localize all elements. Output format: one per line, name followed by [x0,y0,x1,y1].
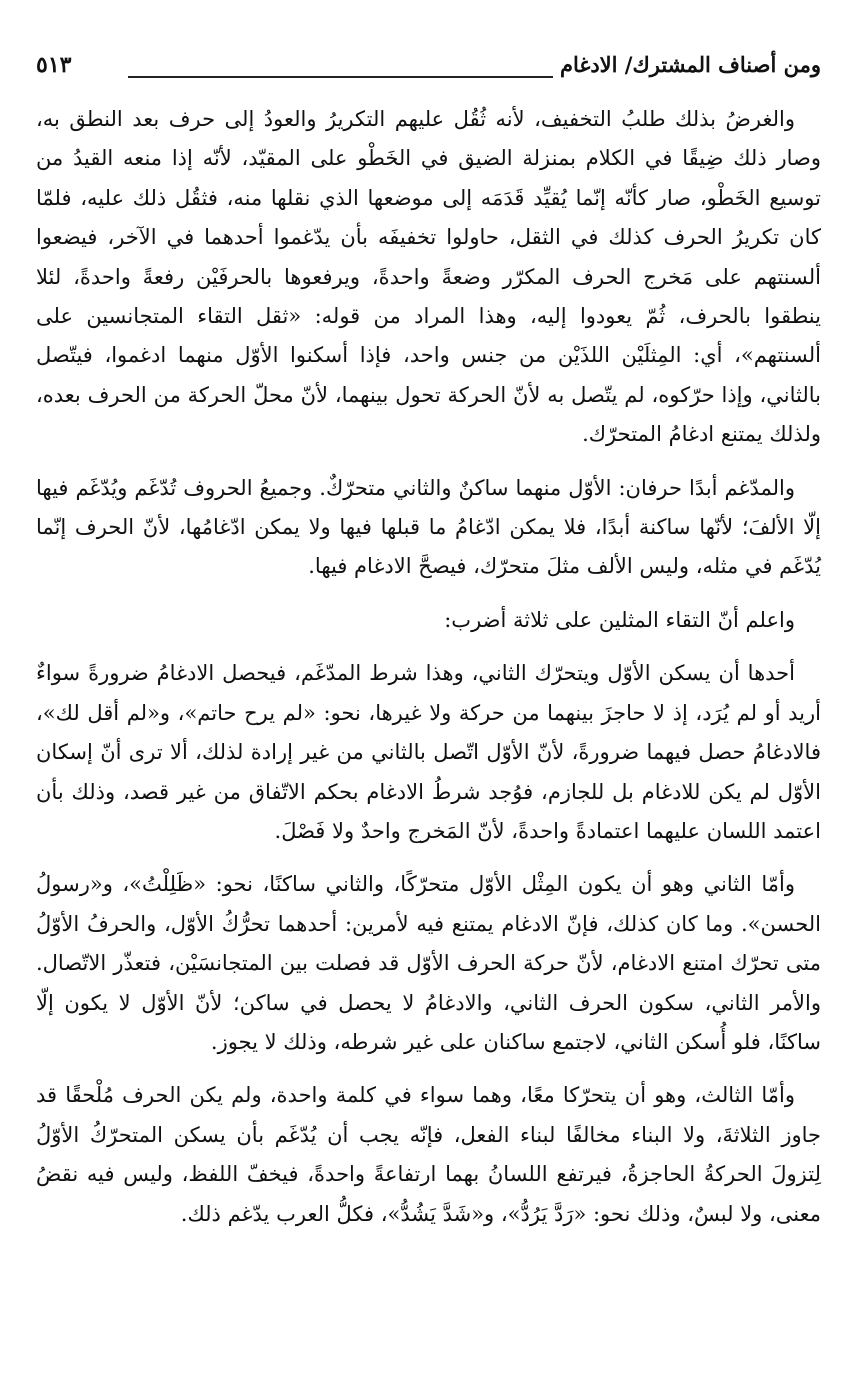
paragraph-5: وأمّا الثاني وهو أن يكون المِثْل الأوّل متحرّكًا، والثاني ساكنًا، نحو: «ظَلِلْتُ»، و«رسولُ الحسن». وما كان كذلك، فإنّ الادغام يمتنع فيه لأمرين: أحدهما تحرُّكُ الأوّل، والحرفُ الأوّلُ متى تحرّك امتنع الادغام، لأنّ حركة الحرف الأوّل قد فصلت بين المتجانسَيْن، فتعذّر الاتّصال. والأمر الثاني، سكون الحرف الثاني، والادغامُ لا يحصل في ساكن؛ لأنّ الأوّل لا يكون إلّا ساكنًا، فلو أُسكن الثاني، لاجتمع ساكنان على غير شرطه، وذلك لا يجوز. [36,872,821,1054]
running-header [36,52,821,92]
header-title: ومن أصناف المشترك/ الادغام [559,52,821,77]
page-number: ٥١٣ [36,52,72,78]
body-text [36,100,821,1234]
header-rule [128,76,553,78]
paragraph-1: والغرضُ بذلك طلبُ التخفيف، لأنه ثُقُل عليهم التكريرُ والعودُ إلى حرف بعد النطق به، وصار ذلك ضِيقًا في الكلام بمنزلة الضيق في الخَطْو على المقيّد، لأنّه إذا منعه القيدُ من توسيع الخَطْو، صار كأنّه إنّما يُقيِّد قَدَمَه إلى موضعها الذي نقلها منه، فثقُل ذلك عليه، فلمّا كان تكريرُ الحرف كذلك في الثقل، حاولوا تخفيفَه بأن يدّغموا أحدهما في الآخر، فيضعوا ألسنتهم على مَخرج الحرف المكرّر وضعةً واحدةً، ويرفعوها بالحرفَيْن رفعةً واحدةً، لئلا ينطقوا بالحرف، ثُمّ يعودوا إليه، وهذا المراد من قوله: «ثقل التقاء المتجانسين على ألسنتهم»، أي: المِثلَيْن اللذَيْن من جنس واحد، فإذا أسكنوا الأوّل منهما ادغموا، فيتّصل بالثاني، وإذا حرّكوه، لم يتّصل به لأنّ الحركة تحول بينهما، لأنّ محلّ الحركة من الحرف بعده، ولذلك يمتنع ادغامُ المتحرّك. [36,107,821,447]
paragraph-6: وأمّا الثالث، وهو أن يتحرّكا معًا، وهما سواء في كلمة واحدة، ولم يكن الحرف مُلْحقًا قد جاوز الثلاثةَ، ولا البناء مخالفًا لبناء الفعل، فإنّه يجب أن يُدّغَم بأن يسكن المتحرّكُ الأوّلُ لِتزولَ الحركةُ الحاجزةُ، فيرتفع اللسانُ بهما ارتفاعةً واحدةً، فيخفّ اللفظ، وليس فيه نقضُ معنى، ولا لبسٌ، وذلك نحو: «رَدَّ يَرُدُّ»، و«شَدَّ يَشُدُّ»، فكلُّ العرب يدّغم ذلك. [36,1083,821,1226]
paragraph-4: أحدها أن يسكن الأوّل ويتحرّك الثاني، وهذا شرط المدّغَم، فيحصل الادغامُ ضرورةً سواءٌ أريد أو لم يُرَد، إذ لا حاجزَ بينهما من حركة ولا غيرها، نحو: «لم يرح حاتم»، و«لم أقل لك»، فالادغامُ حصل فيهما ضرورةً، لأنّ الأوّل اتّصل بالثاني من غير إرادة لذلك، ألا ترى أنّ إسكان الأوّل لم يكن للادغام بل للجازم، فوُجد شرطُ الادغام بحكم الاتّفاق من غير قصد، وذلك بأن اعتمد اللسان عليهما اعتمادةً واحدةً، لأنّ المَخرج واحدٌ ولا فَصْلَ. [36,661,821,843]
paragraph-2: والمدّغم أبدًا حرفان: الأوّل منهما ساكنٌ والثاني متحرّكٌ. وجميعُ الحروف تُدّغَم ويُدّغَم فيها إلّا الألفَ؛ لأنّها ساكنة أبدًا، فلا يمكن ادّغامُ ما قبلها فيها ولا يمكن ادّغامُها، لأنّ الحرف إنّما يُدّغَم في مثله، وليس الألف مثلَ متحرّك، فيصحَّ الادغام فيها. [36,475,821,579]
paragraph-3: واعلم أنّ التقاء المثلين على ثلاثة أضرب: [444,607,795,632]
